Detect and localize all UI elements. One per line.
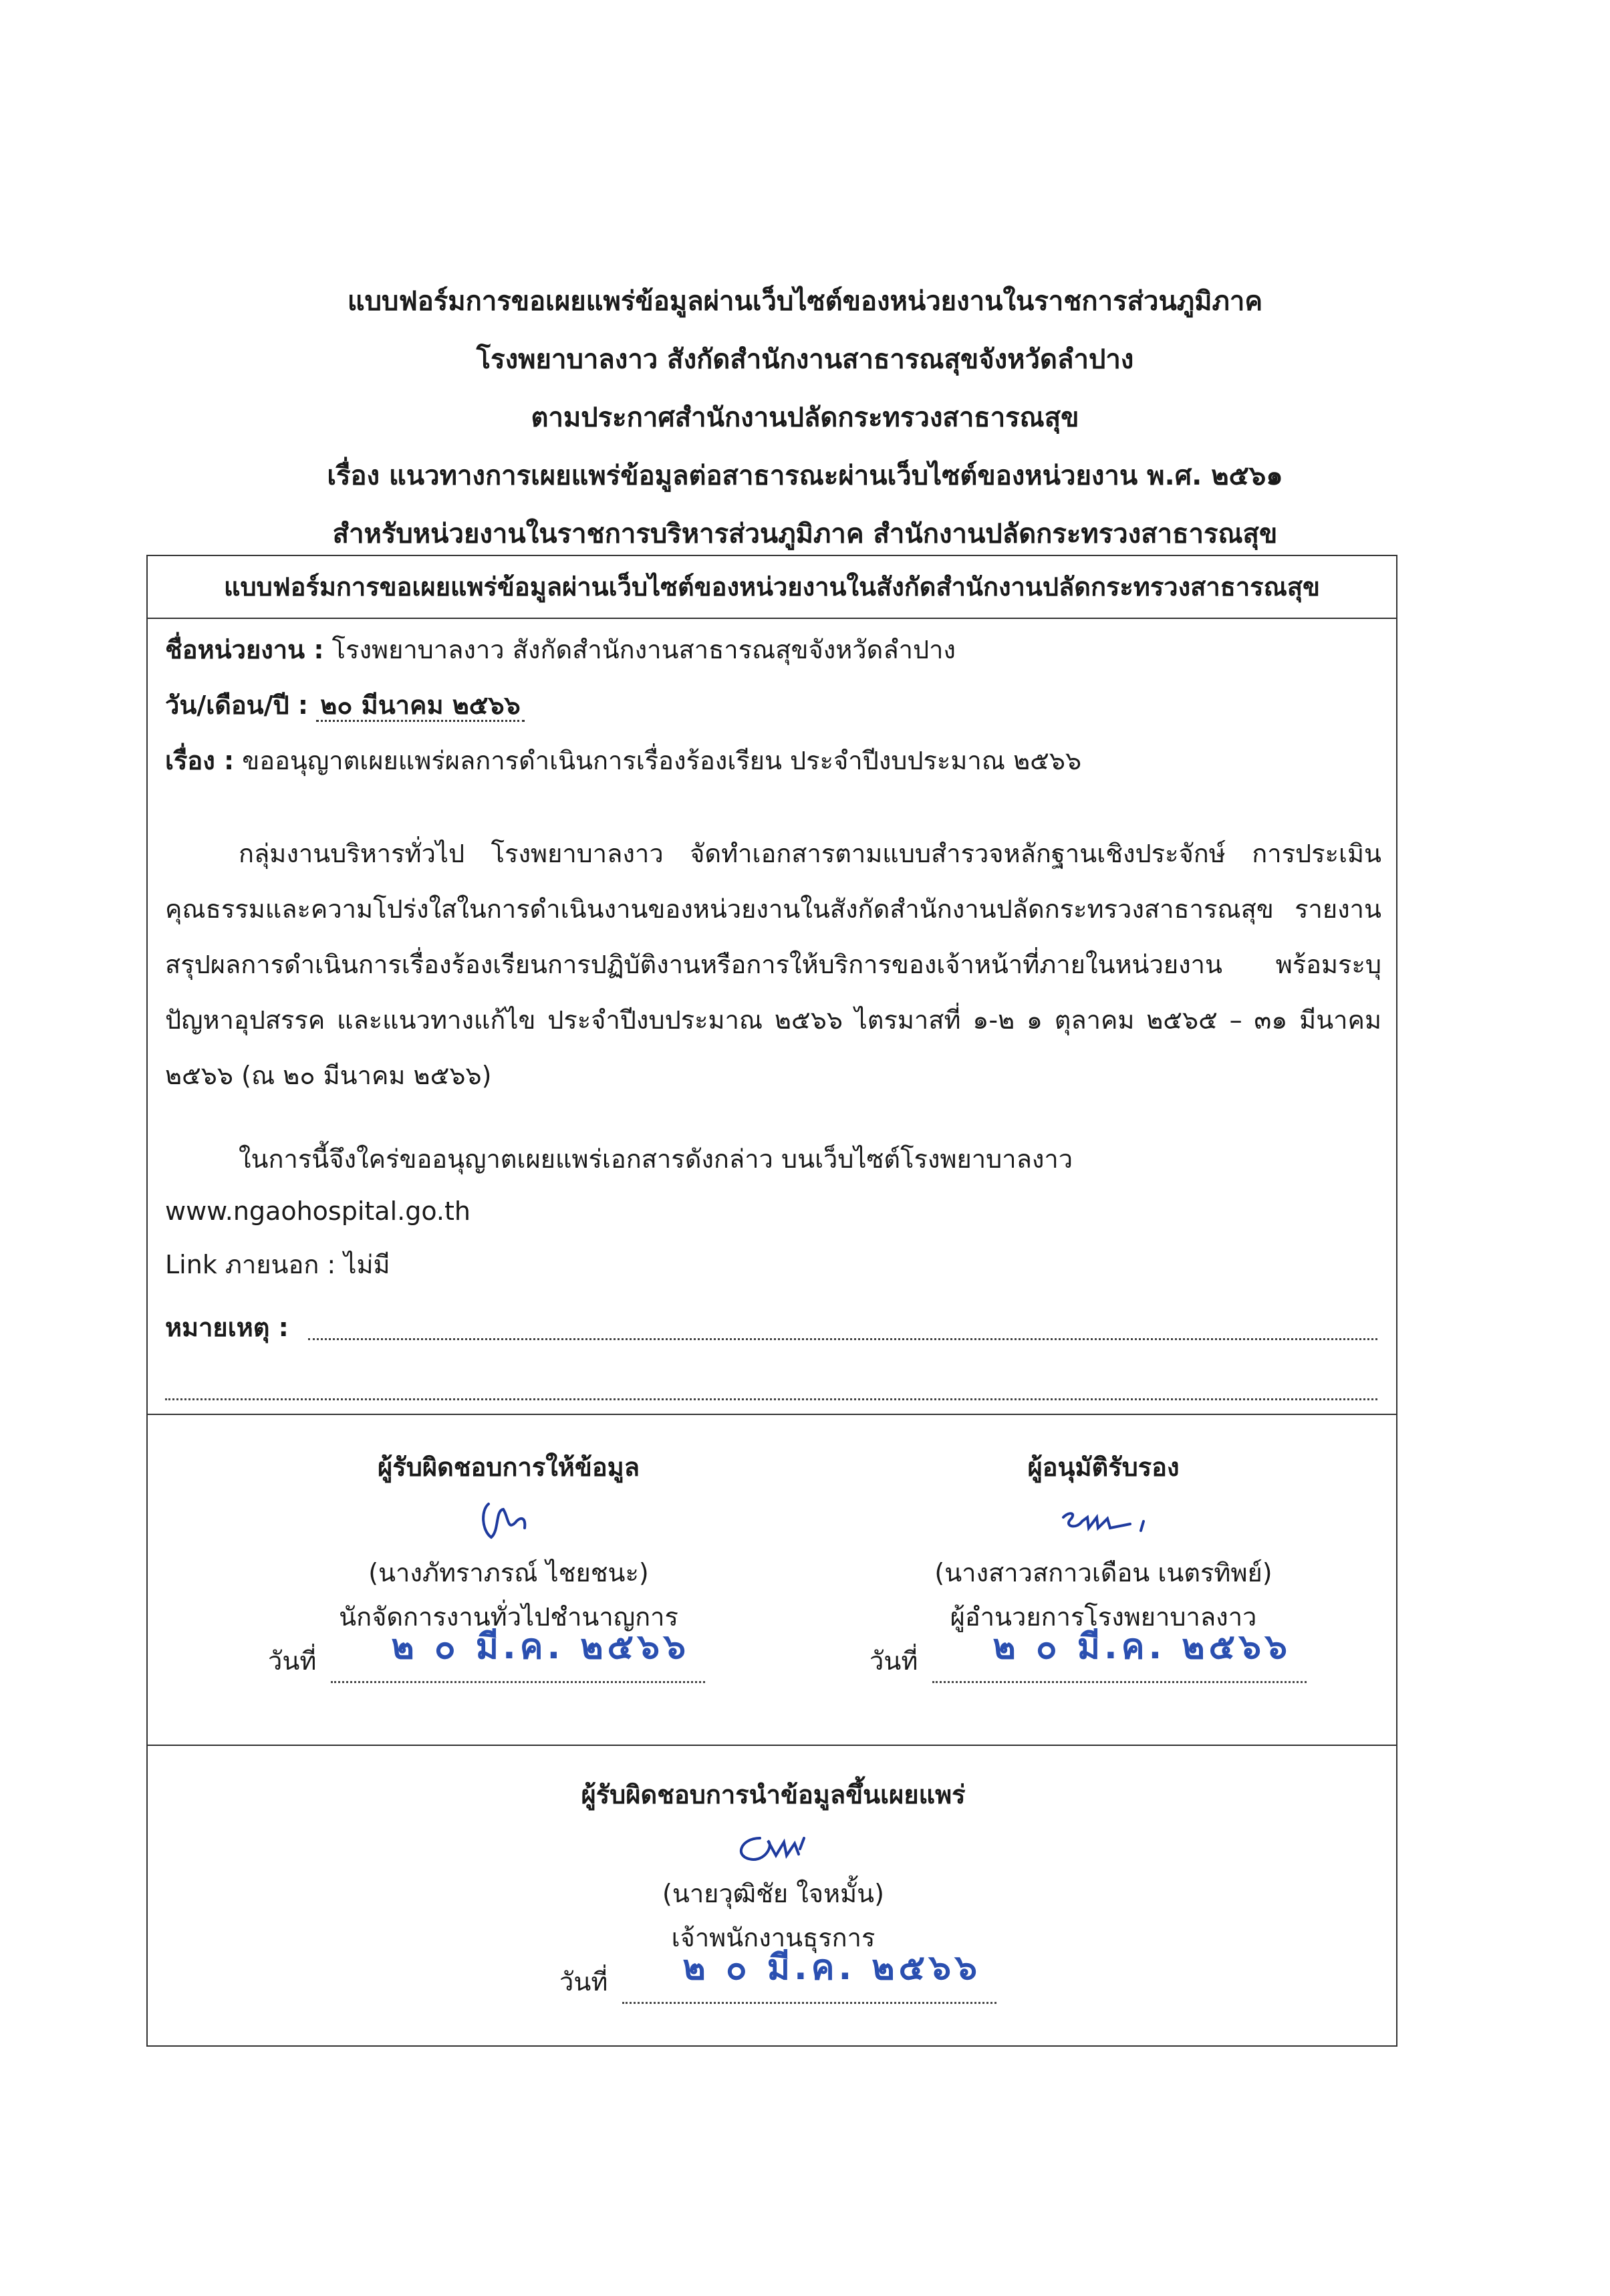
approver-date-label: วันที่ [869,1646,918,1676]
provider-date-label: วันที่ [268,1646,317,1676]
request-form [146,555,1397,2047]
publisher-date-line [622,1948,996,2004]
approver-signature-block [836,1444,1371,1683]
section-divider-1 [148,1414,1396,1415]
header-line-5: สำหรับหน่วยงานในราชการบริหารส่วนภูมิภาค สำนักงานปลัดกระทรวงสาธารณสุข [332,519,1278,549]
date-label: วัน/เดือน/ปี : [165,690,309,720]
subject-row [165,741,1081,781]
form-title: แบบฟอร์มการขอเผยแพร่ข้อมูลผ่านเว็บไซต์ของหน่วยงานในสังกัดสำนักงานปลัดกระทรวงสาธารณสุข [148,556,1396,619]
publisher-date-row [559,1948,1094,2004]
header-line-3: ตามประกาศสำนักงานปลัดกระทรวงสาธารณสุข [531,402,1079,433]
header-line-1: แบบฟอร์มการขอเผยแพร่ข้อมูลผ่านเว็บไซต์ของหน่วยงานในราชการส่วนภูมิภาค [347,286,1263,317]
website-url: www.ngaohospital.go.th [165,1196,471,1226]
publisher-date-label: วันที่ [559,1967,608,1997]
approver-name: (นางสาวสกาวเดือน เนตรทิพย์) [934,1558,1272,1587]
note-dotted-line-1 [308,1338,1377,1340]
request-line: ในการนี้จึงใคร่ขออนุญาตเผยแพร่เอกสารดังกล่าว บนเว็บไซต์โรงพยาบาลงาว [239,1144,1073,1174]
approver-position: ผู้อำนวยการโรงพยาบาลงาว [950,1602,1257,1632]
subject-value: ขออนุญาตเผยแพร่ผลการดำเนินการเรื่องร้องเรียน ประจำปีงบประมาณ ๒๕๖๖ [242,746,1082,775]
link-value: ไม่มี [344,1250,390,1279]
approver-date-row [869,1627,1404,1683]
note-row [165,1307,289,1348]
approver-date-stamp: ๒ ๐ มี.ค. ๒๕๖๖ [992,1627,1292,1667]
subject-label: เรื่อง : [165,746,235,775]
approver-signature [1050,1491,1157,1551]
unit-label: ชื่อหน่วยงาน : [165,635,324,664]
header-line-4: เรื่อง แนวทางการเผยแพร่ข้อมูลต่อสาธารณะผ่านเว็บไซต์ของหน่วยงาน พ.ศ. ๒๕๖๑ [327,461,1283,491]
body-paragraph-text: กลุ่มงานบริหารทั่วไป โรงพยาบาลงาว จัดทำเอกสารตามแบบสำรวจหลักฐานเชิงประจักษ์ การประเมินคุณธรรมและความโปร่งใสในการดำเนินงานของหน่วยงานในสังกัดสำนักงานปลัดกระทรวงสาธารณสุข รายงานสรุปผลการดำเนินการเรื่องร้องเรียนการปฏิบัติงานหรือการให้บริการของเจ้าหน้าที่ภายในหน่วยงาน พร้อมระบุปัญหาอุปสรรค และแนวทางแก้ไข ประจำปีงบประมาณ ๒๕๖๖ ไตรมาสที่ ๑-๒ ๑ ตุลาคม ๒๕๖๕ – ๓๑ มีนาคม ๒๕๖๖ (ณ ๒๐ มีนาคม ๒๕๖๖) [165,839,1381,1090]
provider-name: (นางภัทราภรณ์ ไชยชนะ) [368,1558,649,1587]
publisher-signature-block [506,1771,1041,2004]
unit-value: โรงพยาบาลงาว สังกัดสำนักงานสาธารณสุขจังหวัดลำปาง [331,635,956,664]
note-label: หมายเหตุ : [165,1313,289,1342]
provider-date-line [331,1627,705,1683]
approver-title: ผู้อนุมัติรับรอง [1027,1452,1180,1482]
section-divider-2 [148,1745,1396,1746]
approver-date-line [932,1627,1307,1683]
document-header [0,273,1610,563]
publisher-position: เจ้าพนักงานธุรการ [671,1923,876,1952]
link-row [165,1245,390,1285]
provider-date-row [268,1627,803,1683]
note-dotted-line-2 [165,1398,1377,1400]
unit-row [165,630,956,670]
provider-position: นักจัดการงานทั่วไปชำนาญการ [339,1602,678,1632]
publisher-date-stamp: ๒ ๐ มี.ค. ๒๕๖๖ [682,1948,982,1988]
date-value: ๒๐ มีนาคม ๒๕๖๖ [316,690,525,722]
publisher-name: (นายวุฒิชัย ใจหมั้น) [662,1879,884,1908]
provider-title: ผู้รับผิดชอบการให้ข้อมูล [378,1452,640,1482]
publisher-title: ผู้รับผิดชอบการนำข้อมูลขึ้นเผยแพร่ [581,1780,966,1809]
date-row [165,685,525,725]
body-paragraph [165,826,1381,1104]
provider-signature [468,1491,549,1551]
link-label: Link ภายนอก : [165,1250,336,1279]
header-line-2: โรงพยาบาลงาว สังกัดสำนักงานสาธารณสุขจังหวัดลำปาง [476,344,1134,375]
provider-signature-block [241,1444,776,1683]
publisher-signature [720,1818,827,1872]
provider-date-stamp: ๒ ๐ มี.ค. ๒๕๖๖ [391,1627,690,1667]
